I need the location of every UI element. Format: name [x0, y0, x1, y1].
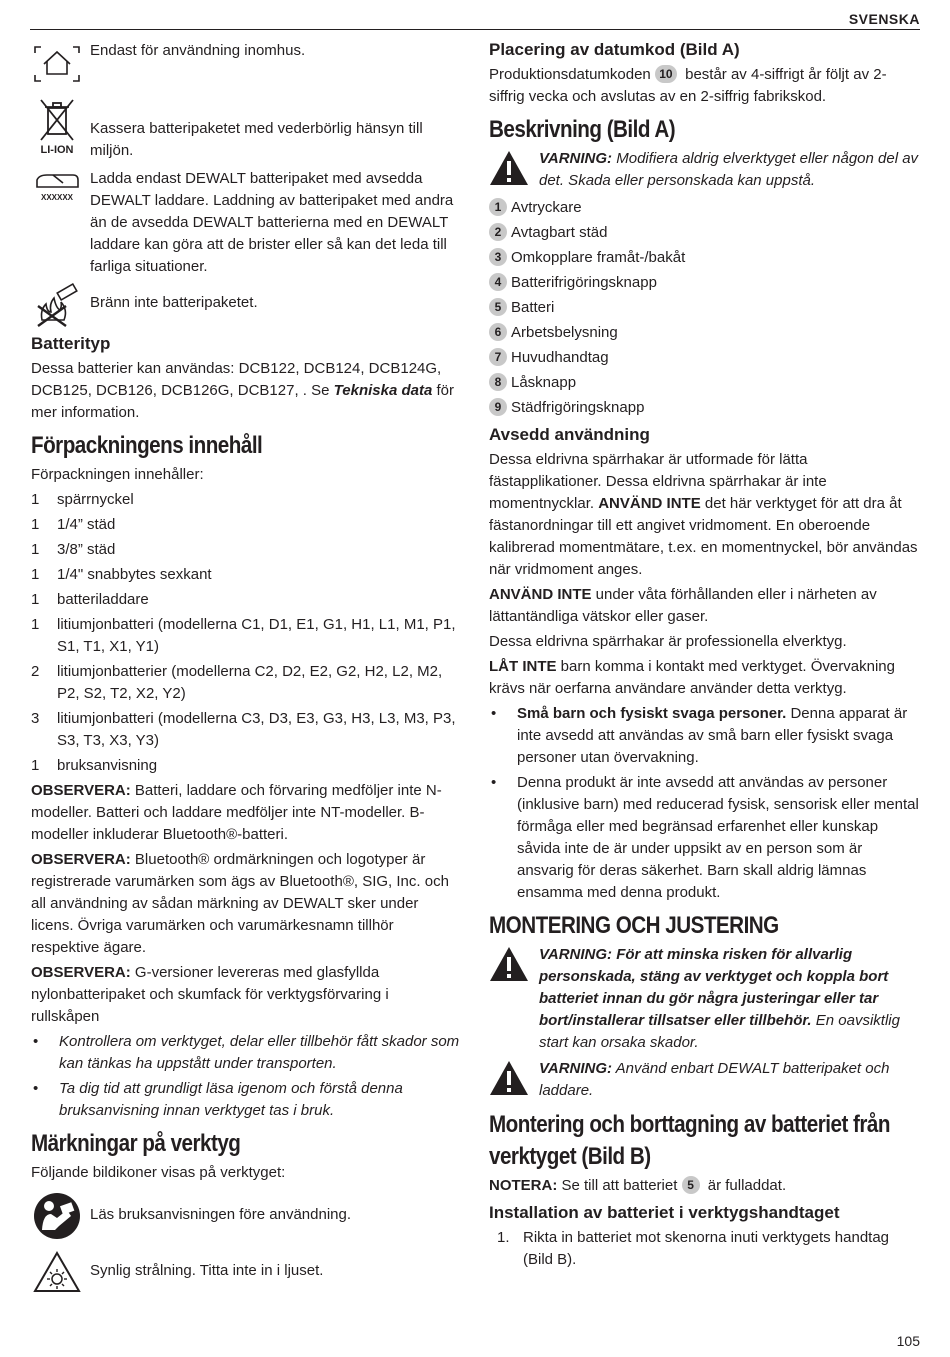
contents-item: 1 batteriladdare [31, 591, 149, 608]
charger-only-icon [31, 166, 83, 206]
step-item: 1. Rikta in batteriet mot skenorna inuti verktygets handtag (Bild B). [497, 1229, 890, 1268]
warning-block: VARNING: Använd enbart DEWALT batteripaket och laddare. [489, 1058, 921, 1103]
contents-item: 1 spärrnyckel [31, 491, 134, 508]
part-item: 1 Avtryckare [489, 197, 921, 219]
part-item: 4 Batterifrigöringsknapp [489, 272, 921, 294]
part-item: 8 Låsknapp [489, 372, 921, 394]
part-item: 7 Huvudhandtag [489, 347, 921, 369]
part-item: 3 Omkopplare framåt-/bakåt [489, 247, 921, 269]
callout-badge: 9 [489, 398, 507, 416]
note: OBSERVERA: G-versioner levereras med glasfyllda nylonbatteripaket och skumfack för verktygsförvaring i rullskåpen [31, 964, 389, 1025]
contents-intro: Förpackningen innehåller: [31, 466, 204, 483]
callout-badge: 10 [655, 65, 677, 83]
install-subheading: Installation av batteriet i verktygshandtaget [489, 1203, 840, 1222]
batterityp-heading: Batterityp [31, 334, 111, 353]
icon-row-radiation [31, 1246, 461, 1298]
part-item: 5 Batteri [489, 297, 921, 319]
indoor-house-icon [31, 38, 83, 90]
intended-use-heading: Avsedd användning [489, 425, 650, 444]
bullet-item: • Ta dig tid att grundligt läsa igenom och förstå denna bruksanvisning innan verktyget tas i bruk. [33, 1080, 403, 1119]
warning-triangle-icon [489, 1058, 539, 1103]
callout-badge: 3 [489, 248, 507, 266]
warning-block: VARNING: För att minska risken för allvarlig personskada, stäng av verktyget och koppla bort batteriet innan du gör några justeringar eller tar bort/installerar tillsatser eller tillbehör. En oavsiktlig start kan orsaka skador. [489, 944, 921, 1054]
contents-heading: Förpackningens innehåll [31, 432, 263, 459]
icon-text: Synlig strålning. Titta inte in i ljuset. [90, 1262, 324, 1279]
left-column [31, 38, 461, 1302]
header-rule [30, 29, 920, 30]
datecode-text: Produktionsdatumkoden 10 består av 4-siffrigt år följt av 2-siffrig vecka och avslutas av en 2-siffrig fabrikskod. [489, 66, 887, 105]
li-ion-label: LI-ION [40, 144, 74, 156]
bullet-item: • Små barn och fysiskt svaga personer. Denna apparat är inte avsedd att användas av små barn eller fysiskt svaga personer utan övervakning. [491, 705, 908, 766]
part-item: 9 Städfrigöringsknapp [489, 397, 921, 419]
no-burn-icon [31, 282, 83, 328]
paragraph: Dessa eldrivna spärrhakar är utformade för lätta fästapplikationer. Dessa eldrivna spärrhakar är inte momentnycklar. ANVÄND INTE det här verktyget för att dra åt fästanordningar till ett angivet vridmoment. En oberoende kalibrerad momentmätare, t.ex. en momentnyckel, bör användas när vridmoment anges. [489, 451, 918, 578]
bullet-item: • Denna produkt är inte avsedd att användas av personer (inklusive barn) med reducerad fysisk, sensorisk eller mental förmåga eller med begränsad erfarenhet eller kunskap såvida inte de är under uppsikt av en person som är ansvarig för deras säkerhet. Barn skall aldrig lämnas ensamma med denna produkt. [491, 774, 919, 901]
icon-text: Bränn inte batteripaketet. [90, 294, 258, 311]
part-item: 2 Avtagbart städ [489, 222, 921, 244]
markings-intro: Följande bildikoner visas på verktyget: [31, 1164, 286, 1181]
warning-triangle-icon [489, 148, 539, 193]
callout-badge: 5 [489, 298, 507, 316]
read-manual-icon [31, 1190, 83, 1242]
right-column [489, 38, 921, 1271]
page-number: 105 [896, 1333, 920, 1349]
contents-item: 1 1/4” städ [31, 516, 116, 533]
icon-row-indoor [31, 38, 461, 90]
icon-text: Ladda endast DEWALT batteripaket med avsedda DEWALT laddare. Laddning av batteripaket med andra än de avsedda DEWALT batterierna med en DEWALT laddare kan göra att de brister eller så kan det leda till farliga situationer. [90, 170, 454, 275]
callout-badge: 7 [489, 348, 507, 366]
icon-row-noburn [31, 282, 461, 328]
markings-heading: Märkningar på verktyg [31, 1130, 241, 1157]
callout-badge: 5 [682, 1176, 700, 1194]
description-heading: Beskrivning (Bild A) [489, 116, 676, 143]
note: OBSERVERA: Bluetooth® ordmärkningen och logotyper är registrerade varumärken som ägs av Bluetooth®, SIG, Inc. och all användning av sådan märkning av DEWALT sker under licens. Övriga varumärken och varumärkesnamn tillhör respektive ägare. [31, 851, 449, 956]
paragraph: Dessa eldrivna spärrhakar är professionella elverktyg. [489, 633, 847, 650]
icon-text: Kassera batteripaketet med vederbörlig hänsyn till miljön. [90, 120, 423, 159]
icon-row-manual [31, 1190, 461, 1242]
callout-badge: 6 [489, 323, 507, 341]
note: NOTERA: Se till att batteriet 5 är fulladdat. [489, 1177, 787, 1194]
contents-item: 2 litiumjonbatterier (modellerna C2, D2, E2, G2, H2, L2, M2, P2, S2, T2, X2, Y2) [31, 663, 443, 702]
icon-text: Läs bruksanvisningen före användning. [90, 1206, 352, 1223]
callout-badge: 8 [489, 373, 507, 391]
paragraph: ANVÄND INTE under våta förhållanden eller i närheten av lättantändliga vätskor eller gaser. [489, 586, 877, 625]
part-item: 6 Arbetsbelysning [489, 322, 921, 344]
contents-list [31, 489, 461, 777]
callout-badge: 2 [489, 223, 507, 241]
contents-item: 1 3/8” städ [31, 541, 116, 558]
section-header: SVENSKA [848, 11, 920, 27]
contents-item: 1 litiumjonbatteri (modellerna C1, D1, E1, G1, H1, L1, M1, P1, S1, T1, X1, Y1) [31, 616, 456, 655]
assembly-heading: MONTERING OCH JUSTERING [489, 912, 779, 939]
paragraph: LÅT INTE barn komma i kontakt med verktyget. Övervakning krävs när oerfarna användare använder detta verktyg. [489, 658, 895, 697]
icon-row-disposal [31, 96, 461, 162]
battery-mount-heading: Montering och borttagning av batteriet från verktyget (Bild B) [489, 1111, 890, 1170]
icon-row-charger [31, 166, 461, 278]
contents-item: 3 litiumjonbatteri (modellerna C3, D3, E3, G3, H3, L3, M3, P3, S3, T3, X3, Y3) [31, 710, 456, 749]
warning-block: VARNING: Modifiera aldrig elverktyget eller någon del av det. Skada eller personskada kan uppstå. [489, 148, 921, 193]
contents-item: 1 bruksanvisning [31, 757, 158, 774]
parts-list [489, 197, 921, 419]
contents-item: 1 1/4" snabbytes sexkant [31, 566, 212, 583]
crossed-bin-li-ion-icon [31, 96, 83, 158]
batterityp-text: Dessa batterier kan användas: DCB122, DCB124, DCB124G, DCB125, DCB126, DCB126G, DCB127, . Se Tekniska data för mer information. [31, 360, 455, 421]
visible-radiation-icon [31, 1246, 83, 1298]
warning-triangle-icon [489, 944, 539, 1054]
callout-badge: 1 [489, 198, 507, 216]
bullet-item: • Kontrollera om verktyget, delar eller tillbehör fått skador som kan tänkas ha uppstått under transporten. [33, 1033, 460, 1072]
charger-model-label: XXXXXX [40, 192, 73, 202]
tech-data-ref: Tekniska data [333, 382, 433, 399]
callout-badge: 4 [489, 273, 507, 291]
icon-text: Endast för användning inomhus. [90, 42, 306, 59]
datecode-heading: Placering av datumkod (Bild A) [489, 40, 740, 59]
note: OBSERVERA: Batteri, laddare och förvaring medföljer inte N-modeller. Batteri och laddare medföljer inte NT-modeller. B-modeller inkluderar Bluetooth®-batteri. [31, 782, 442, 843]
